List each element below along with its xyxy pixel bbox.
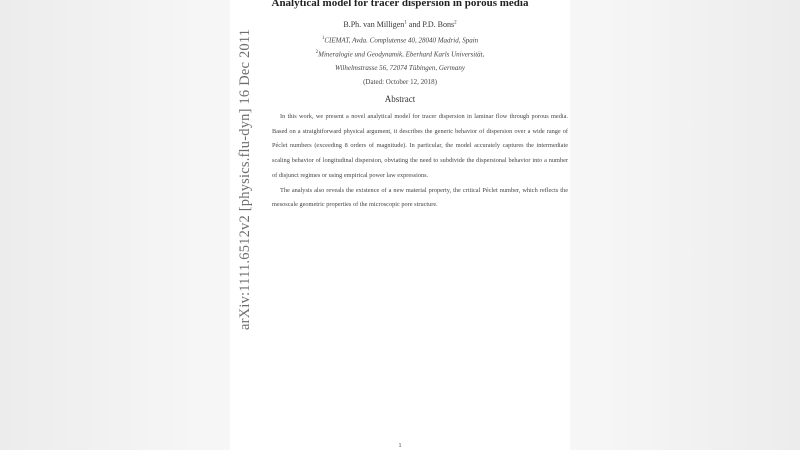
abstract-heading: Abstract — [384, 94, 416, 104]
abstract-paragraph: In this work, we present a novel analytical model for tracer dispersion in laminar flow through porous media. Based on a straightforward physical argument, it describes the generic behavior of dispersion over a wide range of Péclet numbers (exceeding 8 orders of magnitude). In particular, the model accurately captures the intermediate scaling behavior of longitudinal dispersion, obviating the need to subdivide the dispersional behavior into a number of disjunct regimes or using empirical power law expressions. — [272, 113, 568, 179]
affiliation-mark: 2 — [315, 50, 319, 55]
abstract-paragraph: The analysis also reveals the existence of a new material property, the critical Péclet number, which reflects the mesoscale geometric properties of the microscopic pore structure. — [272, 186, 568, 209]
paper-title: Analytical model for tracer dispersion in porous media — [271, 0, 529, 9]
author-connector: and — [406, 20, 423, 29]
author-name: B.Ph. van Milligen — [343, 20, 405, 29]
affiliation-line — [230, 50, 570, 58]
affiliation-text: Mineralogie und Geodynamik, Eberhard Karls Universität, — [318, 50, 485, 59]
affiliation-mark: 1 — [321, 36, 325, 41]
affiliation-line — [230, 36, 570, 44]
affiliation-line — [230, 64, 570, 72]
abstract-body — [272, 110, 568, 213]
affiliation-mark: 2 — [454, 20, 457, 26]
affiliation-text: CIEMAT, Avda. Complutense 40, 28040 Madrid, Spain — [324, 36, 479, 45]
author-name: P.D. Bons — [422, 20, 455, 29]
affiliation-text: Wilhelmstrasse 56, 72074 Tübingen, Germany — [335, 64, 465, 72]
dated-line: (Dated: October 12, 2018) — [363, 78, 437, 86]
page-number: 1 — [398, 443, 402, 449]
arxiv-identifier: arXiv:1111.6512v2 [physics.flu-dyn] 16 Dec 2011 — [237, 28, 253, 330]
author-line — [230, 20, 570, 29]
affiliation-mark: 1 — [404, 20, 407, 26]
